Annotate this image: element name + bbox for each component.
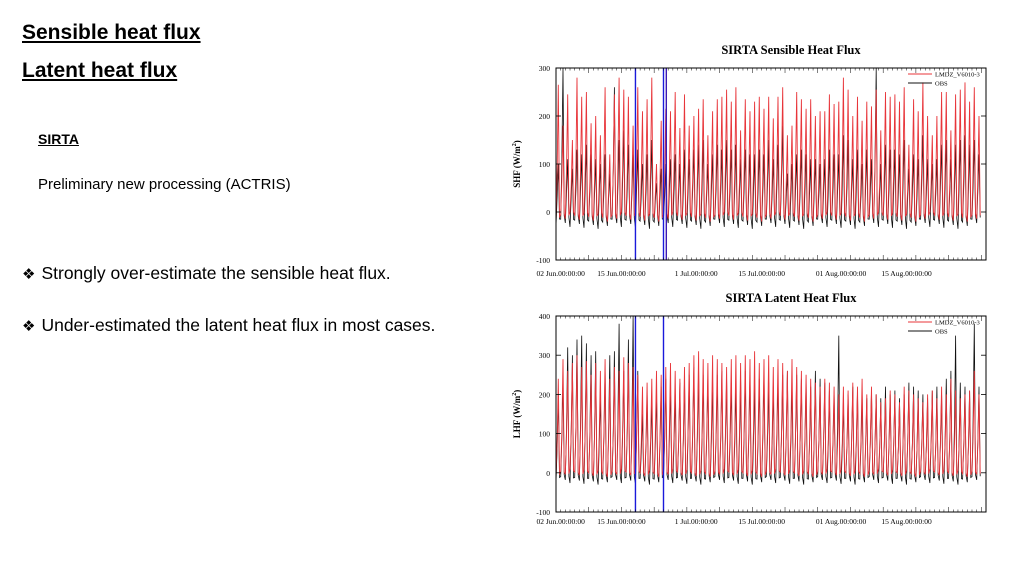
y-tick-label: 200 (538, 112, 550, 121)
bullet-text-lhf: Under-estimated the latent heat flux in most cases. (41, 315, 436, 335)
y-axis-label: SHF $(W/m^2)$ (512, 140, 522, 188)
bullet-item-lhf (22, 315, 435, 336)
title-latent-heat-flux: Latent heat flux (22, 59, 178, 82)
x-tick-label: 01 Aug.00:00:00 (815, 517, 867, 526)
bullet-text-shf: Strongly over-estimate the sensible heat flux. (41, 263, 391, 283)
y-tick-label: -100 (536, 256, 550, 265)
x-tick-label: 15 Jun.00:00:00 (597, 517, 646, 526)
site-label: SIRTA (38, 131, 79, 147)
y-tick-label: 100 (538, 429, 550, 439)
y-tick-label: 0 (546, 208, 550, 217)
lhf-chart (500, 286, 1000, 536)
y-axis-label: LHF $(W/m^2)$ (512, 389, 522, 439)
legend-label: LMDZ_V6010-3 (935, 71, 980, 79)
y-tick-label: -100 (536, 508, 550, 517)
y-tick-label: 400 (538, 312, 550, 321)
x-tick-label: 15 Jul.00:00:00 (738, 269, 785, 278)
chart-title: SIRTA Sensible Heat Flux (721, 43, 861, 57)
bullet-item-shf (22, 263, 391, 284)
x-tick-label: 15 Aug.00:00:00 (881, 269, 932, 278)
y-tick-label: 200 (538, 390, 550, 400)
y-tick-label: 300 (538, 64, 550, 73)
x-tick-label: 02 Jun.00:00:00 (536, 517, 585, 526)
x-tick-label: 15 Jul.00:00:00 (738, 517, 785, 526)
processing-note: Preliminary new processing (ACTRIS) (38, 176, 291, 193)
x-tick-label: 02 Jun.00:00:00 (536, 269, 585, 278)
x-tick-label: 15 Jun.00:00:00 (597, 269, 646, 278)
plot-frame (556, 316, 986, 512)
y-tick-label: 300 (538, 351, 550, 361)
diamond-bullet-icon: ❖ (22, 264, 36, 283)
y-tick-label: 0 (546, 468, 550, 478)
title-sensible-heat-flux: Sensible heat flux (22, 21, 201, 44)
chart-title: SIRTA Latent Heat Flux (725, 291, 857, 305)
x-tick-label: 15 Aug.00:00:00 (881, 517, 932, 526)
shf-chart (500, 38, 1000, 284)
x-tick-label: 1 Jul.00:00:00 (674, 517, 718, 526)
y-tick-label: 100 (538, 160, 550, 169)
legend-label: OBS (935, 80, 948, 88)
x-tick-label: 1 Jul.00:00:00 (674, 269, 718, 278)
legend-label: LMDZ_V6010-3 (935, 319, 980, 327)
diamond-bullet-icon: ❖ (22, 316, 36, 335)
legend-label: OBS (935, 328, 948, 336)
x-tick-label: 01 Aug.00:00:00 (815, 269, 867, 278)
